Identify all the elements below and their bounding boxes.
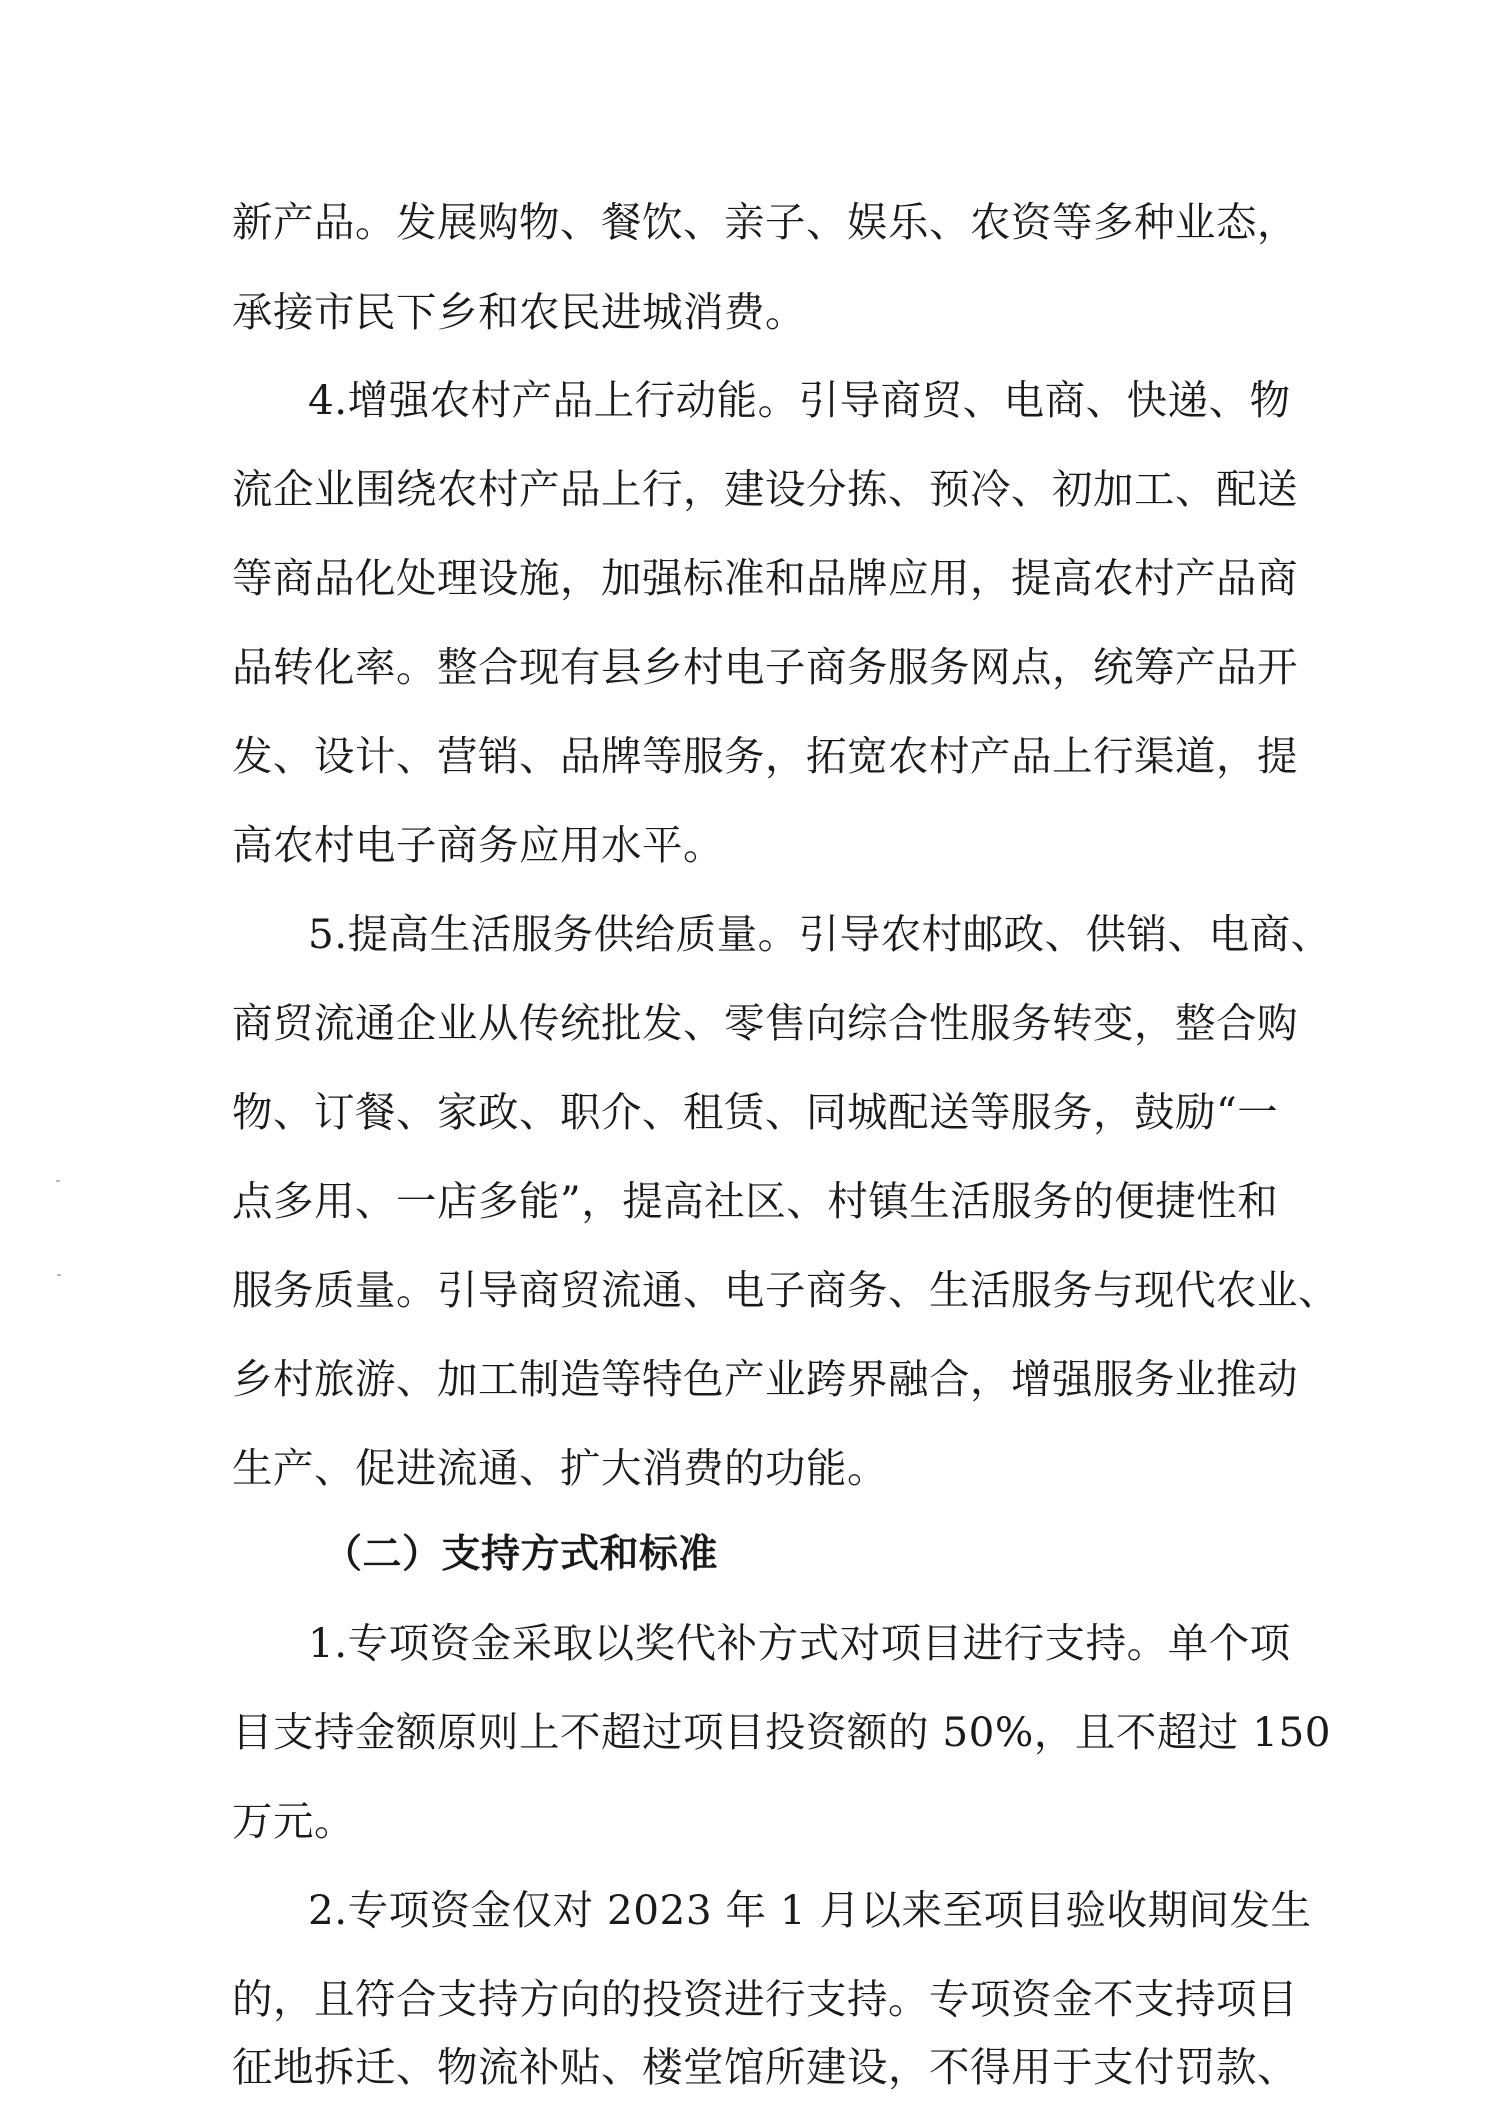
text-line: 商贸流通企业从传统批发、零售向综合性服务转变，整合购 [232, 999, 1298, 1047]
section-heading: （二）支持方式和标准 [323, 1532, 719, 1577]
text-line: 乡村旅游、加工制造等特色产业跨界融合，增强服务业推动 [232, 1355, 1298, 1403]
text-line: 1.专项资金采取以奖代补方式对项目进行支持。单个项 [308, 1619, 1291, 1667]
text-line: 2.专项资金仅对 2023 年 1 月以来至项目验收期间发生 [308, 1886, 1312, 1934]
text-line: 征地拆迁、物流补贴、楼堂馆所建设，不得用于支付罚款、 [232, 2043, 1298, 2091]
text-line: 高农村电子商务应用水平。 [232, 821, 724, 869]
text-line: 服务质量。引导商贸流通、电子商务、生活服务与现代农业、 [232, 1266, 1339, 1314]
text-line: 的，且符合支持方向的投资进行支持。专项资金不支持项目 [232, 1975, 1298, 2023]
text-line: 万元。 [232, 1797, 355, 1845]
text-line: 承接市民下乡和农民进城消费。 [232, 288, 806, 336]
text-line: 品转化率。整合现有县乡村电子商务服务网点，统筹产品开 [232, 643, 1298, 691]
text-line: 目支持金额原则上不超过项目投资额的 50%，且不超过 150 [232, 1708, 1332, 1756]
text-line: 新产品。发展购物、餐饮、亲子、娱乐、农资等多种业态， [232, 198, 1298, 246]
text-line: 点多用、一店多能”，提高社区、村镇生活服务的便捷性和 [232, 1177, 1279, 1225]
text-line: 5.提高生活服务供给质量。引导农村邮政、供销、电商、 [308, 910, 1332, 958]
text-line: 物、订餐、家政、职介、租赁、同城配送等服务，鼓励“一 [232, 1088, 1279, 1136]
scan-marks [56, 1180, 64, 1280]
text-line: 等商品化处理设施，加强标准和品牌应用，提高农村产品商 [232, 554, 1298, 602]
scan-speck [56, 1180, 60, 1182]
text-line: 4.增强农村产品上行动能。引导商贸、电商、快递、物 [308, 376, 1291, 424]
scan-speck [57, 1274, 61, 1276]
text-line: 生产、促进流通、扩大消费的功能。 [232, 1444, 888, 1492]
text-line: 流企业围绕农村产品上行，建设分拣、预冷、初加工、配送 [232, 465, 1298, 513]
text-line: 发、设计、营销、品牌等服务，拓宽农村产品上行渠道，提 [232, 732, 1298, 780]
